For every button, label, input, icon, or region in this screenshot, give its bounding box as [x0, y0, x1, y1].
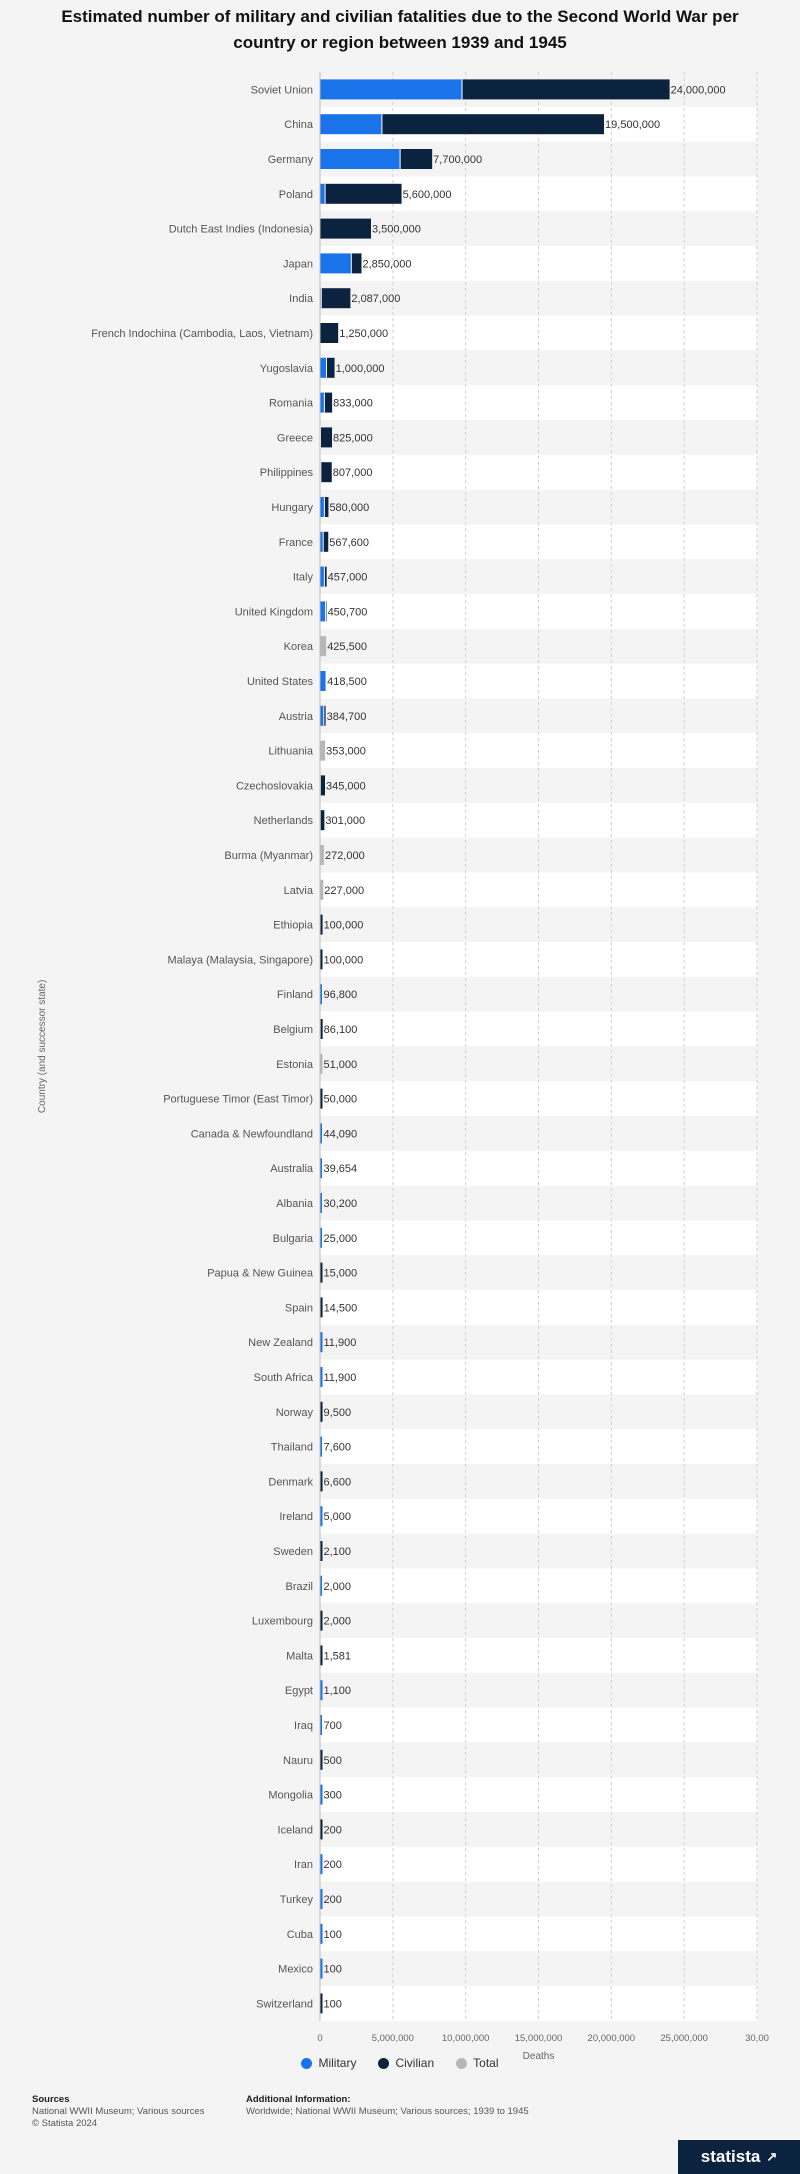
data-label: 425,500 [327, 641, 367, 654]
legend-label-civilian: Civilian [395, 2056, 435, 2070]
category-label: Portuguese Timor (East Timor) [163, 1093, 313, 1106]
category-label: Nauru [283, 1754, 313, 1767]
category-label: Malta [286, 1650, 313, 1663]
category-label: Egypt [284, 1685, 313, 1698]
category-label: Korea [283, 641, 313, 654]
data-label: 11,900 [323, 1372, 357, 1384]
row-band [320, 1638, 757, 1673]
data-label: 700 [323, 1720, 342, 1732]
category-label: Philippines [259, 467, 313, 480]
category-label: Ethiopia [273, 919, 313, 932]
data-label: 2,850,000 [362, 258, 412, 271]
bar-military [320, 114, 382, 134]
category-label: New Zealand [248, 1337, 313, 1350]
legend [0, 2056, 800, 2070]
data-label: 7,600 [323, 1441, 352, 1454]
brand-name: statista [700, 2147, 761, 2166]
data-label: 5,600,000 [402, 188, 452, 201]
row-band [320, 942, 757, 977]
bar-military [320, 671, 326, 691]
bar-military [320, 601, 326, 621]
data-label: 450,700 [327, 606, 368, 619]
data-label: 825,000 [333, 432, 373, 445]
data-label: 24,000,000 [670, 84, 726, 97]
category-label: Hungary [271, 502, 313, 514]
category-label: Spain [284, 1302, 313, 1315]
row-band [320, 803, 757, 838]
data-label: 2,100 [323, 1546, 352, 1558]
x-tick-label: 5,000,000 [371, 2032, 414, 2044]
bar-military [320, 706, 324, 726]
bar-civilian [321, 462, 332, 482]
category-label: Finland [276, 989, 313, 1002]
x-tick-label: 30,00 [745, 2032, 769, 2044]
chart-title: Estimated number of military and civilian fatalities due to the Second World War per country or region between 1939 and 1945 [61, 7, 739, 52]
x-tick-label: 10,000,000 [441, 2032, 490, 2044]
data-label: 567,600 [329, 536, 370, 549]
category-label: India [289, 293, 313, 306]
legend-item-military[interactable] [301, 2056, 356, 2070]
footer-additional-info [246, 2094, 529, 2118]
category-label: Iran [294, 1859, 313, 1872]
x-tick-label: 15,000,000 [514, 2032, 563, 2044]
row-band [320, 455, 757, 490]
data-label: 44,090 [323, 1128, 358, 1141]
category-label: South Africa [253, 1372, 313, 1384]
category-label: Albania [276, 1198, 313, 1210]
arrow-icon: ↗ [766, 2149, 778, 2164]
data-label: 14,500 [323, 1302, 358, 1315]
bar-military [320, 358, 326, 378]
category-label: Lithuania [268, 745, 313, 758]
data-label: 1,100 [323, 1685, 352, 1698]
data-label: 2,087,000 [351, 293, 401, 306]
bar-civilian [351, 253, 361, 273]
data-label: 39,654 [323, 1163, 358, 1176]
data-label: 200 [323, 1859, 342, 1872]
category-label: Netherlands [253, 815, 313, 828]
category-label: Sweden [273, 1546, 313, 1558]
data-label: 833,000 [333, 397, 373, 410]
data-label: 345,000 [326, 780, 366, 793]
data-label: 9,500 [323, 1406, 352, 1419]
row-band [320, 1290, 757, 1325]
x-tick-label: 0 [317, 2032, 323, 2044]
category-label: Iraq [294, 1720, 313, 1732]
category-label: Dutch East Indies (Indonesia) [168, 223, 313, 236]
bar-civilian [321, 427, 333, 447]
category-label: Thailand [270, 1441, 313, 1454]
data-label: 457,000 [327, 571, 368, 584]
bar-military [320, 184, 325, 204]
category-label: Canada & Newfoundland [190, 1128, 313, 1141]
bar-total [320, 636, 326, 656]
category-label: Australia [270, 1163, 313, 1176]
bar-civilian [325, 184, 401, 204]
row-band [320, 1847, 757, 1882]
data-label: 418,500 [327, 676, 367, 688]
category-label: Burma (Myanmar) [224, 850, 313, 862]
data-label: 19,500,000 [605, 119, 661, 132]
bar-civilian [323, 532, 328, 552]
category-label: Poland [278, 188, 313, 201]
bar-civilian [324, 393, 332, 413]
data-label: 100,000 [323, 919, 364, 932]
category-label: Italy [292, 571, 313, 584]
data-label: 100 [323, 1998, 342, 2011]
data-label: 5,000 [323, 1511, 352, 1524]
category-label: Switzerland [256, 1998, 313, 2011]
data-label: 200 [323, 1824, 342, 1837]
category-label: Papua & New Guinea [207, 1267, 313, 1280]
category-label: Malaya (Malaysia, Singapore) [167, 954, 313, 967]
category-label: French Indochina (Cambodia, Laos, Vietnam) [91, 328, 313, 340]
data-label: 11,900 [323, 1337, 357, 1350]
category-label: Mexico [278, 1963, 313, 1976]
legend-dot-military [301, 2058, 312, 2069]
category-label: Latvia [283, 884, 313, 897]
row-band [320, 594, 757, 629]
data-label: 1,000,000 [335, 362, 385, 375]
category-label: Belgium [273, 1024, 313, 1036]
category-label: United Kingdom [234, 606, 313, 619]
x-axis-title: Deaths [522, 2050, 555, 2062]
category-label: Mongolia [268, 1789, 313, 1802]
data-label: 384,700 [326, 710, 367, 723]
category-label: Denmark [268, 1476, 313, 1489]
data-label: 3,500,000 [371, 223, 421, 236]
bar-civilian [320, 810, 324, 830]
data-label: 301,000 [325, 815, 366, 828]
data-label: 100 [323, 1928, 342, 1941]
bar-total [320, 845, 324, 865]
data-label: 7,700,000 [433, 154, 483, 166]
bar-total [320, 741, 325, 761]
data-label: 96,800 [323, 989, 358, 1002]
statista-logo[interactable] [678, 2140, 800, 2174]
data-label: 353,000 [326, 745, 366, 758]
data-label: 227,000 [324, 884, 365, 897]
data-label: 51,000 [323, 1058, 358, 1071]
data-label: 25,000 [323, 1232, 358, 1245]
bar-civilian [382, 114, 604, 134]
category-label: Cuba [286, 1928, 313, 1941]
category-label: Luxembourg [251, 1615, 313, 1628]
data-label: 100,000 [323, 954, 364, 967]
bar-military [320, 567, 324, 587]
bar-military [320, 79, 462, 99]
category-label: Austria [278, 710, 313, 723]
data-label: 2,000 [323, 1580, 352, 1593]
x-tick-label: 20,000,000 [587, 2032, 636, 2044]
category-label: Yugoslavia [259, 362, 313, 375]
bar-civilian [324, 497, 328, 517]
category-label: Iceland [277, 1824, 313, 1837]
data-label: 100 [323, 1963, 342, 1976]
category-label: France [278, 536, 313, 549]
data-label: 500 [323, 1754, 342, 1767]
footer-sources [32, 2094, 204, 2130]
bar-military [320, 149, 400, 169]
data-label: 86,100 [323, 1024, 358, 1036]
bar-military [320, 253, 351, 273]
additional-info-text: Worldwide; National WWII Museum; Various sources; 1939 to 1945 [246, 2106, 529, 2117]
y-axis-title: Country (and successor state) [37, 979, 48, 1114]
copyright-text: © Statista 2024 [32, 2118, 98, 2129]
data-label: 15,000 [323, 1267, 358, 1280]
category-label: Norway [275, 1406, 313, 1419]
category-label: Ireland [279, 1511, 313, 1524]
legend-label-military: Military [318, 2056, 357, 2070]
data-label: 6,600 [323, 1476, 352, 1489]
sources-heading: Sources [32, 2094, 70, 2105]
data-label: 1,581 [323, 1650, 352, 1663]
category-label: United States [246, 676, 313, 688]
legend-item-civilian[interactable] [378, 2056, 434, 2070]
category-label: Romania [268, 397, 313, 410]
bar-civilian [320, 219, 371, 239]
category-label: Brazil [285, 1580, 313, 1593]
data-label: 200 [323, 1894, 342, 1906]
x-tick-label: 25,000,000 [660, 2032, 708, 2044]
data-label: 1,250,000 [339, 328, 389, 340]
data-label: 807,000 [332, 467, 373, 480]
additional-info-heading: Additional Information: [246, 2094, 351, 2105]
data-label: 30,200 [323, 1198, 358, 1210]
legend-dot-civilian [378, 2058, 389, 2069]
row-band [320, 1986, 757, 2021]
category-label: Estonia [276, 1058, 313, 1071]
sources-text: National WWII Museum; Various sources [32, 2106, 205, 2117]
data-label: 50,000 [323, 1093, 358, 1106]
bar-civilian [320, 775, 325, 795]
data-label: 272,000 [324, 850, 365, 862]
category-label: Greece [276, 432, 313, 445]
data-label: 300 [323, 1789, 342, 1802]
row-band [320, 1151, 757, 1186]
category-label: Turkey [279, 1894, 313, 1906]
data-label: 580,000 [329, 502, 370, 514]
bar-military [320, 393, 324, 413]
bar-civilian [462, 79, 670, 99]
legend-item-total[interactable] [456, 2056, 498, 2070]
bar-civilian [321, 288, 350, 308]
bar-civilian [400, 149, 432, 169]
category-label: Germany [267, 154, 313, 166]
bar-military [320, 497, 324, 517]
legend-dot-total [456, 2058, 467, 2069]
category-label: China [284, 119, 313, 132]
row-band [320, 1499, 757, 1534]
category-label: Bulgaria [272, 1232, 313, 1245]
legend-label-total: Total [473, 2056, 499, 2070]
category-label: Soviet Union [250, 84, 313, 97]
data-label: 2,000 [323, 1615, 352, 1628]
bar-civilian [326, 358, 334, 378]
bar-civilian [320, 323, 338, 343]
category-label: Czechoslovakia [235, 780, 313, 793]
category-label: Japan [283, 258, 313, 271]
